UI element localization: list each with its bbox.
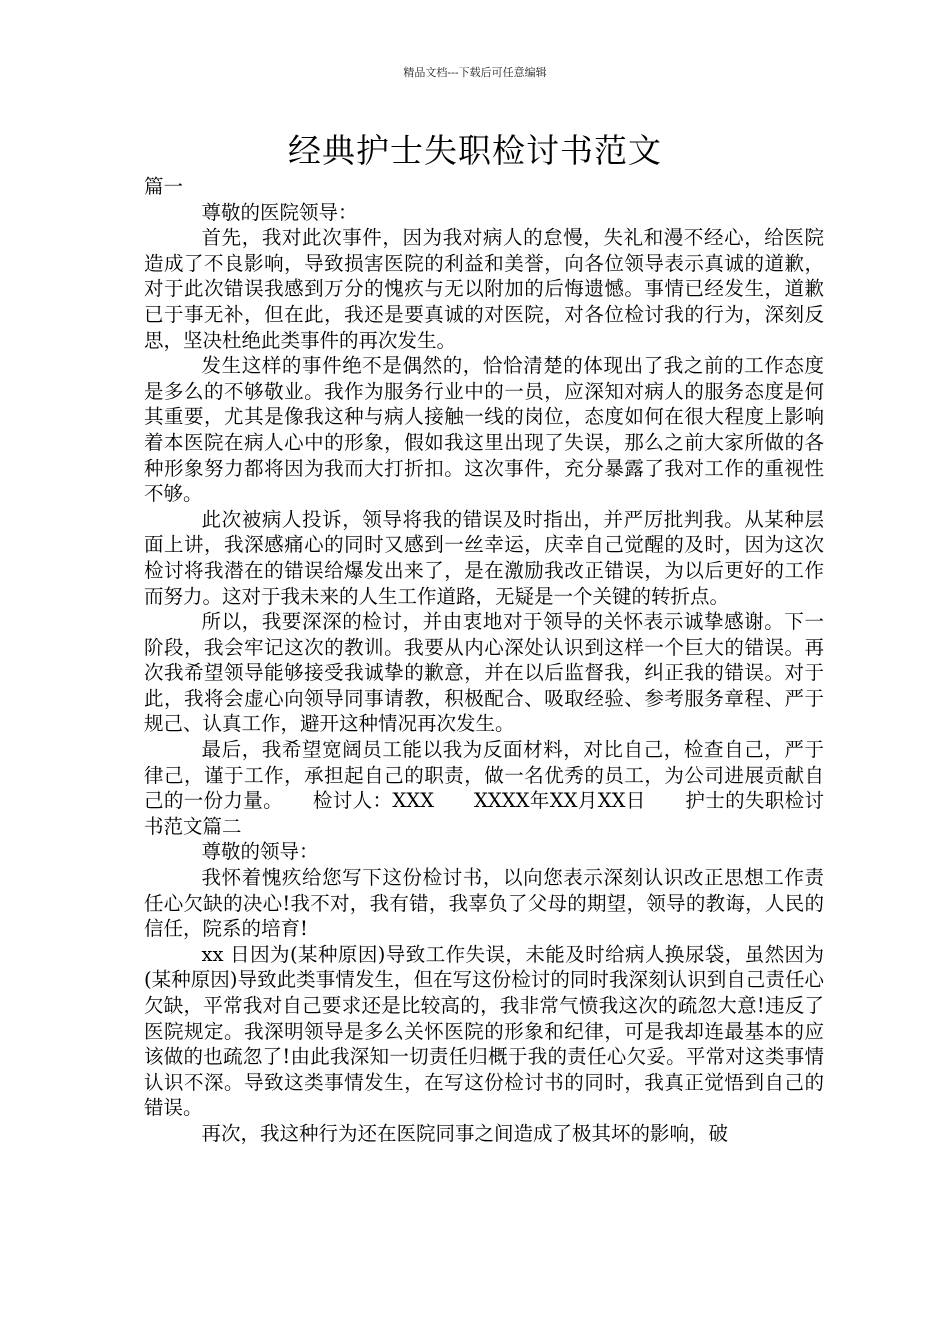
paragraph: 此次被病人投诉，领导将我的错误及时指出，并严厉批判我。从某种层面上讲，我深感痛心的同时又感到一丝幸运，庆幸自己觉醒的及时，因为这次检讨将我潜在的错误给爆发出来了，是在激励我改正错误，为以后更好的工作而努力。这对于我未来的人生工作道路，无疑是一个关键的转折点。 [144, 507, 824, 608]
paragraph: 再次，我这种行为还在医院同事之间造成了极其坏的影响，破 [201, 1121, 729, 1145]
section-label: 篇一 [144, 175, 184, 198]
paragraph: 我怀着愧疚给您写下这份检讨书，以向您表示深刻认识改正思想工作责任心欠缺的决心!我不对，我有错，我辜负了父母的期望，领导的教诲，人民的信任，院系的培育! [144, 866, 824, 941]
header-note: 精品文档---下载后可任意编辑 [403, 66, 547, 79]
paragraph: 发生这样的事件绝不是偶然的，恰恰清楚的体现出了我之前的工作态度是多么的不够敬业。我作为服务行业中的一员，应深知对病人的服务态度是何其重要，尤其是像我这种与病人接触一线的岗位，态度如何在很大程度上影响着本医院在病人心中的形象，假如我这里出现了失误，那么之前大家所做的各种形象努力都将因为我而大打折扣。这次事件，充分暴露了我对工作的重视性不够。 [144, 354, 824, 506]
document-title: 经典护士失职检讨书范文 [288, 131, 662, 170]
salutation: 尊敬的领导： [201, 840, 319, 864]
paragraph: 最后，我希望宽阔员工能以我为反面材料，对比自己，检查自己，严于律己，谨于工作，承担起自己的职责，做一名优秀的员工，为公司进展贡献自己的一份力量。 检讨人：XXX XXXX年XX月XX日 护士的失职检讨书范文篇二 [144, 738, 824, 838]
salutation: 尊敬的医院领导： [201, 200, 358, 224]
document-body [144, 174, 824, 1147]
paragraph: 所以，我要深深的检讨，并由衷地对于领导的关怀表示诚挚感谢。下一阶段，我会牢记这次的教训。我要从内心深处认识到这样一个巨大的错误。再次我希望领导能够接受我诚挚的歉意，并在以后监督我，纠正我的错误。对于此，我将会虚心向领导同事请教，积极配合、吸取经验、参考服务章程、严于规己、认真工作，避开这种情况再次发生。 [144, 610, 824, 736]
paragraph: xx 日因为(某种原因)导致工作失误，未能及时给病人换尿袋，虽然因为(某种原因)导致此类事情发生，但在写这份检讨的同时我深刻认识到自己责任心欠缺，平常我对自己要求还是比较高的，我非常气愤我这次的疏忽大意!违反了医院规定。我深明领导是多么关怀医院的形象和纪律，可是我却连最基本的应该做的也疏忽了!由此我深知一切责任归概于我的责任心欠妥。平常对这类事情认识不深。导致这类事情发生，在写这份检讨书的同时，我真正觉悟到自己的错误。 [144, 942, 824, 1120]
paragraph: 首先，我对此次事件，因为我对病人的怠慢，失礼和漫不经心，给医院造成了不良影响，导致损害医院的利益和美誉，向各位领导表示真诚的道歉，对于此次错误我感到万分的愧疚与无以附加的后悔遗憾。事情已经发生，道歉已于事无补，但在此，我还是要真诚的对医院，对各位检讨我的行为，深刻反思，坚决杜绝此类事件的再次发生。 [144, 226, 824, 352]
